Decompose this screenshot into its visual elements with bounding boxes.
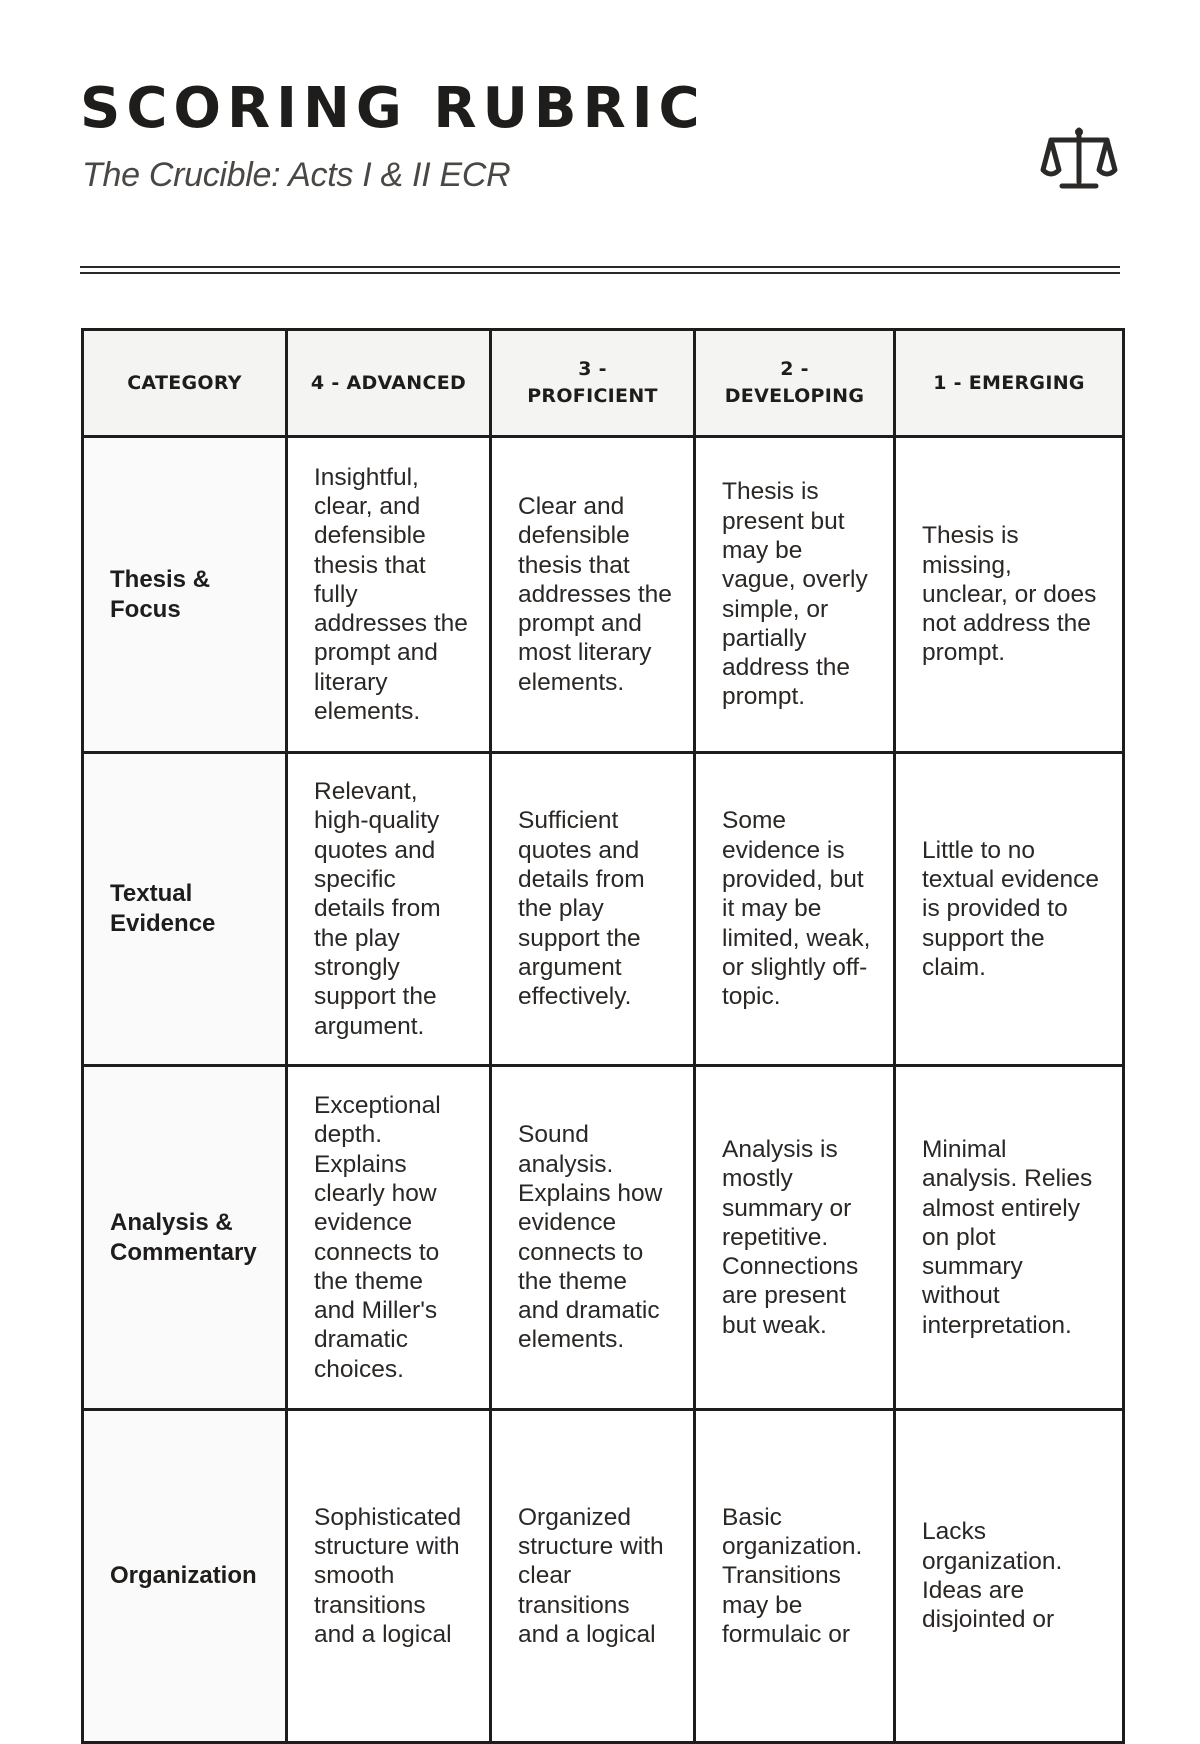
- header-divider-bottom: [80, 272, 1120, 274]
- balance-scale-icon: [1042, 124, 1116, 194]
- table-row: [83, 437, 1124, 753]
- advanced-cell: Relevant, high-quality quotes and specific details from the play strongly support the argument.: [287, 753, 491, 1066]
- developing-cell: Analysis is mostly summary or repetitive. Connections are present but weak.: [695, 1066, 895, 1410]
- proficient-cell: Sufficient quotes and details from the play support the argument effectively.: [491, 753, 695, 1066]
- column-header-emerging: 1 - EMERGING: [895, 330, 1124, 437]
- column-header-category: CATEGORY: [83, 330, 287, 437]
- category-cell: Thesis & Focus: [83, 437, 287, 753]
- advanced-cell: Exceptional depth. Explains clearly how evidence connects to the theme and Miller's dramatic choices.: [287, 1066, 491, 1410]
- column-header-proficient: 3 - PROFICIENT: [491, 330, 695, 437]
- table-row: [83, 1410, 1124, 1743]
- column-header-advanced: 4 - ADVANCED: [287, 330, 491, 437]
- proficient-cell: Organized structure with clear transitions and a logical: [491, 1410, 695, 1743]
- category-cell: Organization: [83, 1410, 287, 1743]
- category-cell: Textual Evidence: [83, 753, 287, 1066]
- rubric-table: [81, 328, 1125, 1744]
- advanced-cell: Sophisticated structure with smooth transitions and a logical: [287, 1410, 491, 1743]
- emerging-cell: Little to no textual evidence is provided to support the claim.: [895, 753, 1124, 1066]
- page-subtitle: The Crucible: Acts I & II ECR: [82, 156, 511, 194]
- proficient-cell: Clear and defensible thesis that addresses the prompt and most literary elements.: [491, 437, 695, 753]
- proficient-cell: Sound analysis. Explains how evidence connects to the theme and dramatic elements.: [491, 1066, 695, 1410]
- emerging-cell: Thesis is missing, unclear, or does not address the prompt.: [895, 437, 1124, 753]
- emerging-cell: Lacks organization. Ideas are disjointed or: [895, 1410, 1124, 1743]
- header-divider-top: [80, 266, 1120, 268]
- header-row: [83, 330, 1124, 437]
- table-row: [83, 1066, 1124, 1410]
- developing-cell: Thesis is present but may be vague, overly simple, or partially address the prompt.: [695, 437, 895, 753]
- advanced-cell: Insightful, clear, and defensible thesis that fully addresses the prompt and literary elements.: [287, 437, 491, 753]
- emerging-cell: Minimal analysis. Relies almost entirely on plot summary without interpretation.: [895, 1066, 1124, 1410]
- page-title: SCORING RUBRIC: [80, 76, 706, 141]
- column-header-developing: 2 - DEVELOPING: [695, 330, 895, 437]
- developing-cell: Some evidence is provided, but it may be limited, weak, or slightly off-topic.: [695, 753, 895, 1066]
- table-row: [83, 753, 1124, 1066]
- developing-cell: Basic organization. Transitions may be formulaic or: [695, 1410, 895, 1743]
- category-cell: Analysis & Commentary: [83, 1066, 287, 1410]
